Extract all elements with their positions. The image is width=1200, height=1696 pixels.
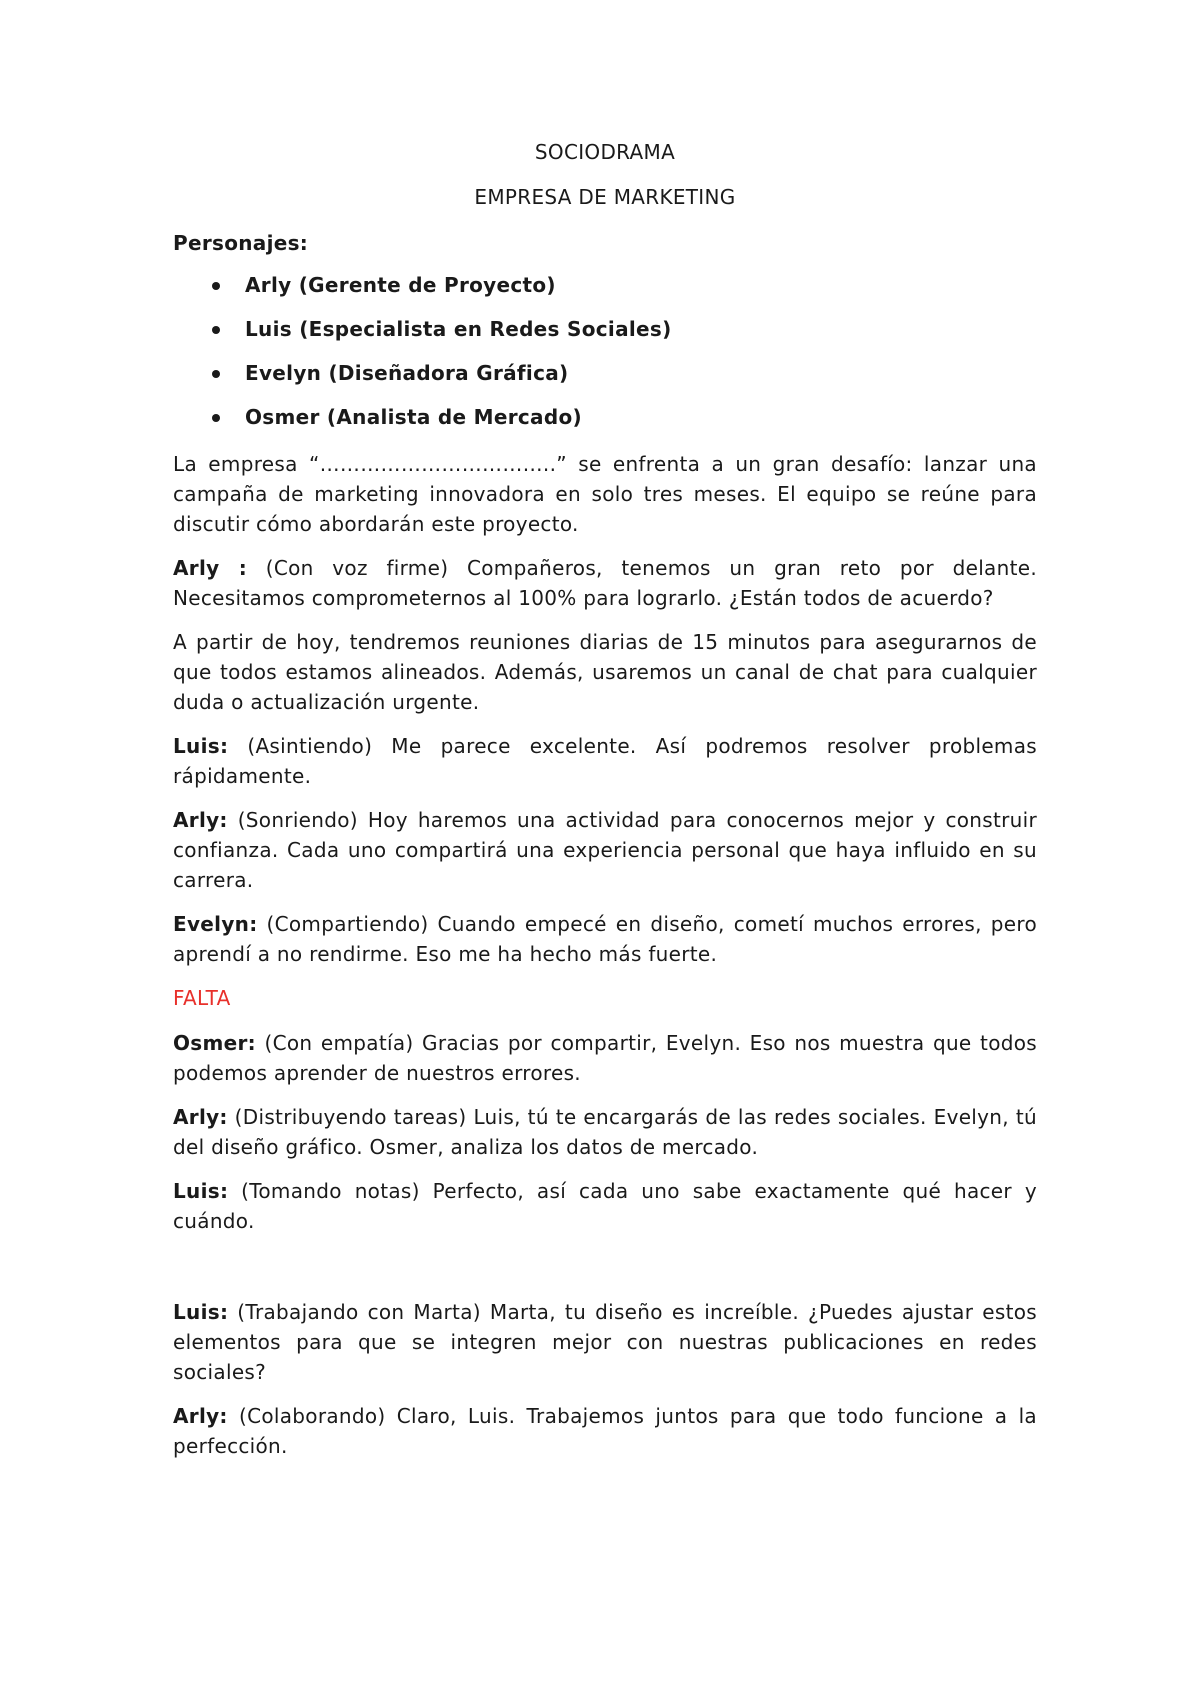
dialogue-text: (Con voz firme) Compañeros, tenemos un gran reto por delante. Necesitamos comprometernos al 100% para lograrlo. ¿Están todos de acuerdo? (173, 556, 1037, 610)
bullet-icon (212, 370, 220, 378)
dialogue-paragraph (173, 1297, 1037, 1387)
cast-item-label: Luis (Especialista en Redes Sociales) (245, 317, 672, 341)
cast-item-label: Evelyn (Diseñadora Gráfica) (245, 361, 569, 385)
cast-item (173, 405, 1037, 429)
cast-item (173, 361, 1037, 385)
dialogue-text: A partir de hoy, tendremos reuniones diarias de 15 minutos para asegurarnos de que todos estamos alineados. Además, usaremos un canal de chat para cualquier duda o actualización urgente. (173, 630, 1037, 714)
speaker-name: Arly: (173, 808, 228, 832)
dialogue-text: (Sonriendo) Hoy haremos una actividad para conocernos mejor y construir confianza. Cada uno compartirá una experiencia personal que haya influido en su carrera. (173, 808, 1037, 892)
dialogue-text: (Colaborando) Claro, Luis. Trabajemos juntos para que todo funcione a la perfección. (173, 1404, 1037, 1458)
dialogue-text: (Distribuyendo tareas) Luis, tú te encargarás de las redes sociales. Evelyn, tú del diseño gráfico. Osmer, analiza los datos de mercado. (173, 1105, 1037, 1159)
dialogue-paragraph (173, 1176, 1037, 1236)
dialogue-paragraph (173, 731, 1037, 791)
intro-paragraph: La empresa “……………………………..” se enfrenta a un gran desafío: lanzar una campaña de marketing innovadora en solo tres meses. El equipo se reúne para discutir cómo abordarán este proyecto. (173, 452, 1037, 536)
dialogue-paragraph (173, 1401, 1037, 1461)
speaker-name: Luis: (173, 734, 229, 758)
bullet-icon (212, 326, 220, 334)
blank-gap (173, 1250, 1037, 1297)
document-page (173, 140, 1037, 1475)
speaker-name: Evelyn: (173, 912, 258, 936)
document-title: SOCIODRAMA (534, 140, 676, 164)
cast-item-label: Osmer (Analista de Mercado) (245, 405, 582, 429)
speaker-name: Luis: (173, 1179, 229, 1203)
cast-item (173, 317, 1037, 341)
missing-section-label: FALTA (173, 986, 231, 1010)
dialogue-text: (Con empatía) Gracias por compartir, Evelyn. Eso nos muestra que todos podemos aprender de nuestros errores. (173, 1031, 1037, 1085)
cast-item (173, 273, 1037, 297)
speaker-name: Luis: (173, 1300, 229, 1324)
dialogue-text: (Trabajando con Marta) Marta, tu diseño es increíble. ¿Puedes ajustar estos elementos para que se integren mejor con nuestras publicaciones en redes sociales? (173, 1300, 1037, 1384)
speaker-name: Osmer: (173, 1031, 256, 1055)
cast-heading: Personajes: (173, 231, 309, 255)
dialogue-text: (Asintiendo) Me parece excelente. Así podremos resolver problemas rápidamente. (173, 734, 1037, 788)
dialogue-paragraph (173, 909, 1037, 969)
dialogue-paragraph (173, 805, 1037, 895)
dialogue-paragraph (173, 1028, 1037, 1088)
bullet-icon (212, 414, 220, 422)
bullet-icon (212, 282, 220, 290)
dialogue-paragraph (173, 627, 1037, 717)
dialogue-paragraph (173, 553, 1037, 613)
speaker-name: Arly : (173, 556, 248, 580)
dialogue-text: (Compartiendo) Cuando empecé en diseño, cometí muchos errores, pero aprendí a no rendirme. Eso me ha hecho más fuerte. (173, 912, 1037, 966)
dialogue-paragraph (173, 1102, 1037, 1162)
speaker-name: Arly: (173, 1105, 228, 1129)
cast-item-label: Arly (Gerente de Proyecto) (245, 273, 556, 297)
dialogue-text: (Tomando notas) Perfecto, así cada uno sabe exactamente qué hacer y cuándo. (173, 1179, 1037, 1233)
cast-list (173, 273, 1037, 429)
document-subtitle: EMPRESA DE MARKETING (474, 185, 736, 209)
speaker-name: Arly: (173, 1404, 228, 1428)
